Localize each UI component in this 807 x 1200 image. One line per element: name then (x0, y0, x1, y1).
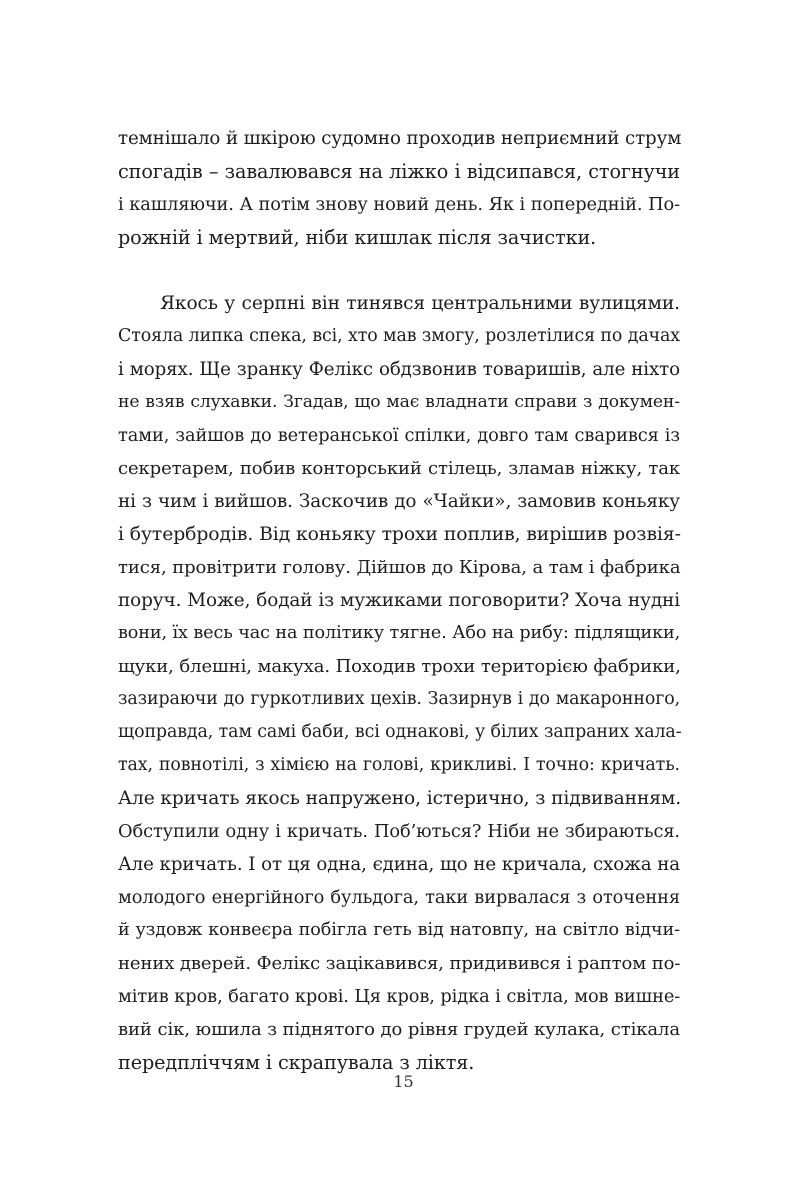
text-line: Але кричать. І от ця одна, єдина, що не кричала, схожа на (118, 854, 680, 875)
text-line: щоправда, там самі баби, всі однакові, у білих запраних хала- (118, 722, 682, 742)
page-number: 15 (393, 1072, 414, 1091)
text-line: вони, їх весь час на політику тягне. Або на рибу: підлящики, (118, 623, 681, 643)
text-line: тися, провітрити голову. Дійшов до Кірова, а там і фабрика (118, 557, 681, 578)
text-line: вий сік, юшила з піднятого до рівня грудей кулака, стікала (118, 1019, 680, 1040)
text-line: й уздовж конвеєра побігла геть від натовпу, на світло відчи- (118, 920, 680, 940)
text-line: і бутербродів. Від коньяку трохи поплив, вирішив розвія- (118, 524, 681, 545)
text-line: тами, зайшов до ветеранської спілки, довго там сварився із (118, 425, 680, 446)
text-line: Але кричать якось напружено, істерично, з підвиванням. (118, 788, 682, 809)
text-line: зазираючи до гуркотливих цехів. Зазирнув і до макаронного, (118, 689, 680, 709)
text-line: і кашляючи. А потім знову новий день. Як і попередній. По- (118, 194, 680, 215)
text-line: не взяв слухавки. Згадав, що має владнати справи з докумен- (118, 392, 680, 412)
text-line: секретарем, побив конторський стілець, зламав ніжку, так (118, 458, 680, 479)
text-line: тах, повнотілі, з хімією на голові, крикливі. І точно: кричать. (118, 755, 680, 775)
text-line: спогадів – завалювався на ліжко і відсипався, стогнучи (118, 160, 680, 183)
text-line: темнішало й шкірою судомно проходив неприємний струм (118, 128, 682, 149)
text-line: рожній і мертвий, ніби кишлак після зачистки. (118, 226, 597, 249)
text-line: ні з чим і вийшов. Заскочив до «Чайки», замовив коньяку (118, 491, 680, 512)
text-line: молодого енергійного бульдога, таки вирвалася з оточення (118, 887, 680, 908)
text-line: Обступили одну і кричать. Поб’ються? Ніби не збираються. (118, 821, 680, 842)
text-line: Якось у серпні він тинявся центральними вулицями. (160, 293, 680, 314)
paragraph-break (118, 254, 680, 287)
text-line: і морях. Ще зранку Фелікс обдзвонив товаришів, але ніхто (118, 359, 680, 380)
text-line: мітив кров, багато крові. Ця кров, рідка і світла, мов вишне- (118, 986, 681, 1007)
text-line: Стояла липка спека, всі, хто мав змогу, розлетілися по дачах (118, 326, 680, 346)
text-line: поруч. Може, бодай із мужиками поговорити? Хоча нудні (118, 590, 680, 611)
text-line: нених дверей. Фелікс зацікавився, придивився і раптом по- (118, 953, 681, 974)
body-text (118, 122, 680, 1079)
text-line: щуки, блешні, макуха. Походив трохи територією фабрики, (118, 656, 681, 677)
text-line: передпліччям і скрапувала з ліктя. (118, 1051, 475, 1074)
